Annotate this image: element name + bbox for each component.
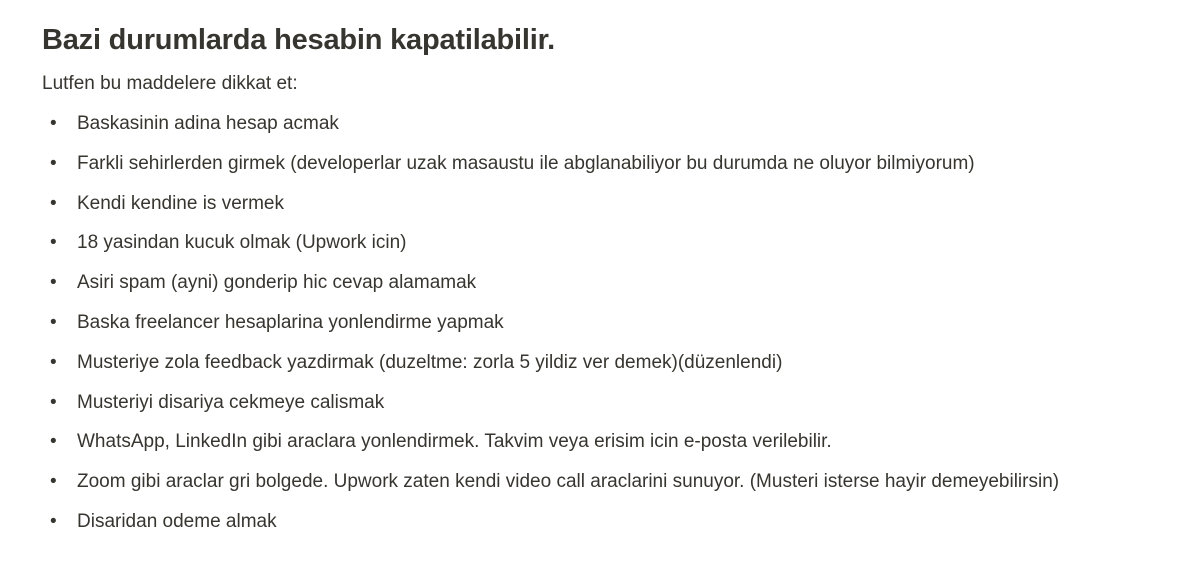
bullet-icon: •	[50, 391, 57, 413]
bullet-icon: •	[50, 113, 57, 134]
bullet-icon: •	[50, 471, 57, 493]
list-item	[42, 391, 1059, 431]
bullet-icon: •	[50, 311, 57, 333]
list-item	[42, 311, 1059, 351]
list-item	[42, 351, 1059, 391]
list-item-text: WhatsApp, LinkedIn gibi araclara yonlendirmek. Takvim veya erisim icin e-posta verilebilir.	[77, 431, 832, 453]
intro-text: Lutfen bu maddelere dikkat et:	[42, 73, 298, 94]
bullet-icon: •	[50, 510, 57, 532]
bullet-icon: •	[50, 192, 57, 214]
list-item-text: Farkli sehirlerden girmek (developerlar uzak masaustu ile abglanabiliyor bu durumda ne oluyor bilmiyorum)	[77, 152, 975, 174]
list-item	[42, 430, 1059, 470]
list-item	[42, 112, 1059, 152]
list-item-text: 18 yasindan kucuk olmak (Upwork icin)	[77, 232, 407, 254]
list-item-text: Disaridan odeme almak	[77, 510, 277, 532]
list-item-text: Musteriyi disariya cekmeye calismak	[77, 391, 385, 413]
list-item-text: Baskasinin adina hesap acmak	[77, 113, 339, 134]
bullet-icon: •	[50, 232, 57, 254]
list-item	[42, 510, 1059, 550]
rules-list	[42, 112, 1059, 550]
list-item	[42, 192, 1059, 232]
list-item-text: Kendi kendine is vermek	[77, 192, 284, 214]
list-item-text: Asiri spam (ayni) gonderip hic cevap alamamak	[77, 272, 477, 294]
list-item	[42, 271, 1059, 311]
list-item	[42, 470, 1059, 510]
bullet-icon: •	[50, 272, 57, 294]
list-item-text: Baska freelancer hesaplarina yonlendirme yapmak	[77, 311, 504, 333]
bullet-icon: •	[50, 351, 57, 373]
list-item	[42, 231, 1059, 271]
bullet-icon: •	[50, 152, 57, 174]
bullet-icon: •	[50, 431, 57, 453]
list-item-text: Zoom gibi araclar gri bolgede. Upwork zaten kendi video call araclarini sunuyor. (Musteri isterse hayir demeyebilirsin)	[77, 471, 1060, 493]
page-title: Bazi durumlarda hesabin kapatilabilir.	[42, 24, 555, 56]
list-item-text: Musteriye zola feedback yazdirmak (duzeltme: zorla 5 yildiz ver demek)(düzenlendi)	[77, 351, 783, 373]
list-item	[42, 152, 1059, 192]
